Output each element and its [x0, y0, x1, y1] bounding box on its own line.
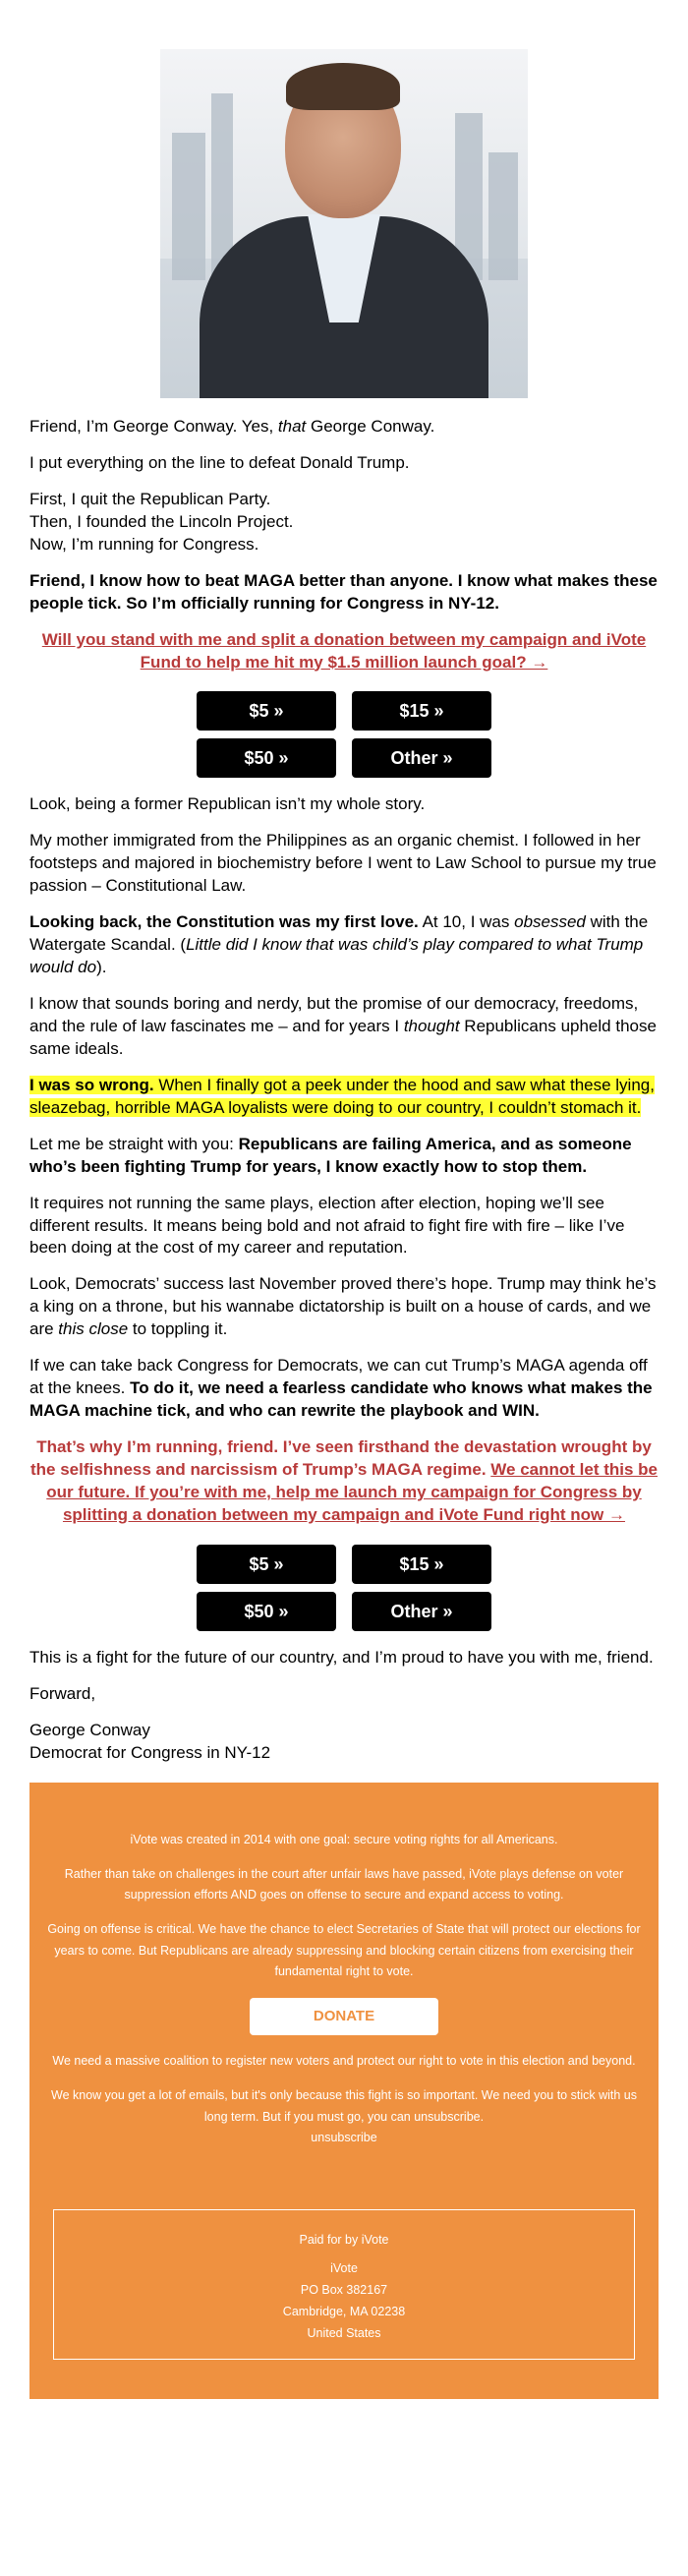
signature-title: Democrat for Congress in NY-12	[29, 1742, 271, 1762]
paragraph: Look, Democrats’ success last November proved there’s hope. Trump may think he’s a king on a throne, but his wannabe dictatorship is built on a house of cards, and we are this close to toppling it.	[29, 1274, 657, 1339]
paragraph: It requires not running the same plays, election after election, hoping we’ll see different results. It means being bold and not afraid to fight fire with fire – like I’ve been doing at the cost of my career and reputation.	[29, 1193, 625, 1258]
donate-other-button[interactable]: Other »	[352, 1592, 491, 1631]
donate-15-button[interactable]: $15 »	[352, 691, 491, 731]
paragraph: Forward,	[29, 1683, 96, 1703]
address-line: United States	[307, 2325, 381, 2340]
paid-for-box	[53, 2209, 635, 2360]
address-line: Cambridge, MA 02238	[282, 2305, 406, 2318]
paragraph: This is a fight for the future of our country, and I’m proud to have you with me, friend.	[29, 1647, 654, 1667]
donate-other-button[interactable]: Other »	[352, 738, 491, 778]
intro-paragraph: Friend, I’m George Conway. Yes, that George Conway.	[29, 417, 435, 436]
footer	[29, 1783, 659, 2399]
paragraph: I know that sounds boring and nerdy, but the promise of our democracy, freedoms, and the rule of law fascinates me – and for years I thought Republicans upheld those same ideals.	[29, 994, 657, 1058]
highlighted-paragraph: I was so wrong. When I finally got a peek under the hood and saw what these lying, sleazebag, horrible MAGA loyalists were doing to our country, I couldn’t stomach it.	[29, 1075, 655, 1117]
paragraph: Look, being a former Republican isn’t my whole story.	[29, 794, 426, 814]
paragraph: Looking back, the Constitution was my first love. At 10, I was obsessed with the Watergate Scandal. (Little did I know that was child’s play compared to what Trump would do).	[29, 912, 649, 977]
paragraph: My mother immigrated from the Philippines as an organic chemist. I followed in her footsteps and majored in biochemistry before I went to Law School to pursue my true passion – Constitutional Law.	[29, 831, 657, 896]
unsubscribe-link[interactable]: unsubscribe	[311, 2130, 377, 2144]
candidate-photo	[160, 49, 528, 398]
cta-link[interactable]: Will you stand with me and split a donation between my campaign and iVote Fund to help me hit my $1.5 million launch goal? →	[41, 629, 647, 672]
donate-15-button[interactable]: $15 »	[352, 1545, 491, 1584]
paragraph: If we can take back Congress for Democrats, we can cut Trump’s MAGA agenda off at the knees. To do it, we need a fearless candidate who knows what makes the MAGA machine tick, and who can rewrite the playbook and WIN.	[29, 1356, 653, 1421]
address	[64, 2258, 624, 2345]
donate-50-button[interactable]: $50 »	[197, 1592, 336, 1631]
footer-text: Rather than take on challenges in the court after unfair laws have passed, iVote plays defense on voter suppression efforts AND goes on offense to secure and expand access to voting.	[64, 1866, 624, 1902]
donation-buttons	[197, 1545, 491, 1631]
paragraph: First, I quit the Republican Party. Then, I founded the Lincoln Project. Now, I’m running for Congress.	[29, 489, 294, 554]
donate-50-button[interactable]: $50 »	[197, 738, 336, 778]
donation-ask-link[interactable]	[29, 629, 659, 674]
donation-buttons	[197, 691, 491, 778]
donation-ask-block	[29, 1436, 659, 1527]
footer-text: iVote was created in 2014 with one goal: secure voting rights for all Americans.	[130, 1832, 558, 1846]
address-line: PO Box 382167	[300, 2283, 388, 2298]
footer-text: We know you get a lot of emails, but it's only because this fight is so important. We need you to stick with us long term. But if you must go, you can unsubscribe. unsubscribe	[51, 2088, 637, 2144]
footer-text: We need a massive coalition to register new voters and protect our right to vote in this election and beyond.	[52, 2054, 636, 2068]
signature-name: George Conway	[29, 1720, 150, 1739]
cta-link[interactable]: We cannot let this be our future. If you’re with me, help me launch my campaign for Congress by splitting a donation between my campaign and iVote Fund right now →	[46, 1459, 658, 1524]
donate-5-button[interactable]: $5 »	[197, 1545, 336, 1584]
footer-text: Going on offense is critical. We have the chance to elect Secretaries of State that will protect our elections for years to come. But Republicans are already suppressing and blocking certain citizens from exercising their fundamental right to vote.	[47, 1922, 641, 1978]
email-body	[29, 0, 659, 2399]
donate-button[interactable]: DONATE	[250, 1998, 438, 2035]
signature	[29, 1720, 659, 1765]
bold-paragraph: Friend, I know how to beat MAGA better than anyone. I know what makes these people tick. So I’m officially running for Congress in NY-12.	[29, 570, 658, 613]
address-line: iVote	[330, 2261, 358, 2276]
paragraph: I put everything on the line to defeat Donald Trump.	[29, 452, 410, 472]
paid-for-text: Paid for by iVote	[299, 2233, 389, 2247]
paragraph: Let me be straight with you: Republicans are failing America, and as someone who’s been fighting Trump for years, I know exactly how to stop them.	[29, 1134, 632, 1176]
cta-text: That’s why I’m running, friend. I’ve seen firsthand the devastation wrought by the selfishness and narcissism of Trump’s MAGA regime.	[30, 1437, 652, 1479]
donate-5-button[interactable]: $5 »	[197, 691, 336, 731]
